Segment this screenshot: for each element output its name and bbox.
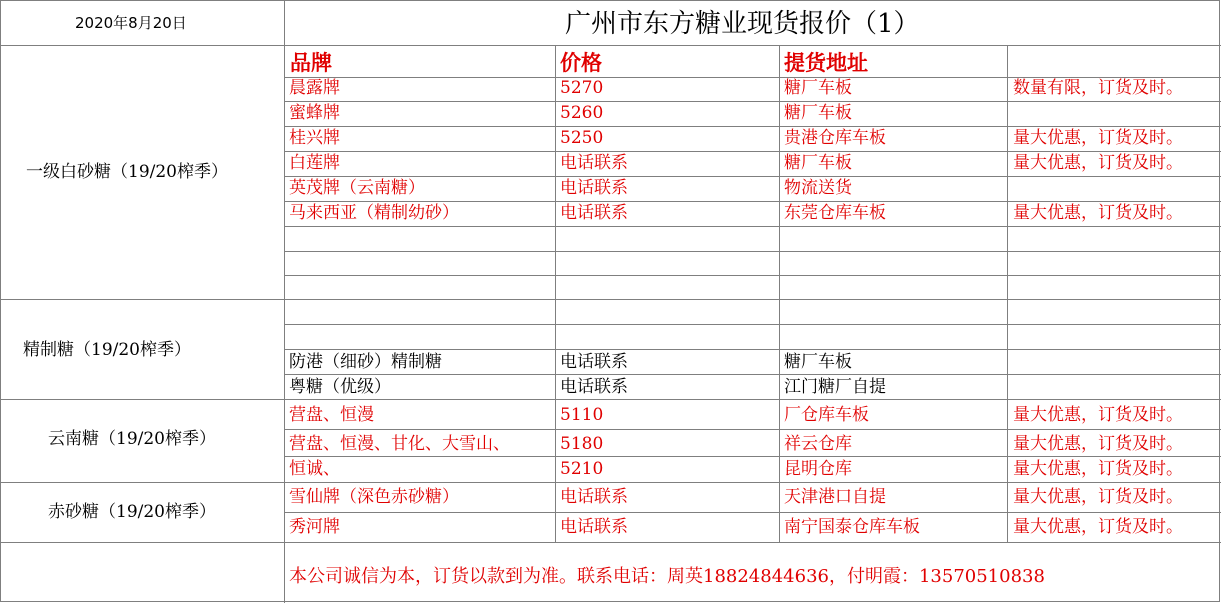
brand-cell: 粤糖（优级） <box>289 377 391 397</box>
grid-line <box>285 324 1221 325</box>
brand-cell: 英茂牌（云南糖） <box>289 178 425 198</box>
grid-line <box>285 226 1221 227</box>
note-cell: 量大优惠，订货及时。 <box>1013 128 1183 148</box>
price-cell: 电话联系 <box>560 352 628 372</box>
note-cell: 量大优惠，订货及时。 <box>1013 434 1183 454</box>
category-label: 云南糖（19/20榨季） <box>48 429 216 449</box>
price-cell: 电话联系 <box>560 153 628 173</box>
brand-cell: 晨露牌 <box>289 78 340 98</box>
note-cell: 量大优惠，订货及时。 <box>1013 405 1183 425</box>
note-cell: 量大优惠，订货及时。 <box>1013 459 1183 479</box>
grid-line <box>285 275 1221 276</box>
grid-line <box>1 482 1221 483</box>
grid-line <box>285 251 1221 252</box>
pickup-cell: 糖厂车板 <box>784 352 852 372</box>
brand-cell: 营盘、恒漫 <box>289 405 374 425</box>
report-date: 2020年8月20日 <box>75 14 187 32</box>
grid-line <box>1 299 1221 300</box>
note-cell: 量大优惠，订货及时。 <box>1013 487 1183 507</box>
pickup-cell: 天津港口自提 <box>784 487 886 507</box>
price-cell: 电话联系 <box>560 487 628 507</box>
price-cell: 5250 <box>560 128 604 148</box>
column-header-brand: 品牌 <box>290 50 332 75</box>
note-cell: 量大优惠，订货及时。 <box>1013 153 1183 173</box>
brand-cell: 防港（细砂）精制糖 <box>289 352 442 372</box>
pickup-cell: 东莞仓库车板 <box>784 203 886 223</box>
pickup-cell: 糖厂车板 <box>784 103 852 123</box>
grid-line <box>285 429 1221 430</box>
pickup-cell: 祥云仓库 <box>784 434 852 454</box>
pickup-cell: 糖厂车板 <box>784 78 852 98</box>
grid-line <box>285 201 1221 202</box>
grid-line <box>1 542 1221 543</box>
category-label: 赤砂糖（19/20榨季） <box>48 502 216 522</box>
grid-line <box>285 101 1221 102</box>
price-cell: 5210 <box>560 459 604 479</box>
grid-line <box>285 456 1221 457</box>
pickup-cell: 厂仓库车板 <box>784 405 869 425</box>
grid-line <box>1 45 1221 46</box>
note-cell: 数量有限，订货及时。 <box>1013 78 1183 98</box>
pickup-cell: 糖厂车板 <box>784 153 852 173</box>
column-header-price: 价格 <box>560 50 602 75</box>
brand-cell: 白莲牌 <box>289 153 340 173</box>
grid-line <box>1 399 1221 400</box>
pickup-cell: 昆明仓库 <box>784 459 852 479</box>
pickup-cell: 物流送货 <box>784 178 852 198</box>
pickup-cell: 南宁国泰仓库车板 <box>784 517 920 537</box>
category-label: 一级白砂糖（19/20榨季） <box>26 162 228 182</box>
brand-cell: 营盘、恒漫、甘化、大雪山、 <box>289 434 510 454</box>
column-header-pickup: 提货地址 <box>784 50 868 75</box>
brand-cell: 桂兴牌 <box>289 128 340 148</box>
contact-footer: 本公司诚信为本，订货以款到为准。联系电话：周英18824844636，付明霞：13570510838 <box>289 566 1045 587</box>
category-label: 精制糖（19/20榨季） <box>23 340 191 360</box>
price-cell: 电话联系 <box>560 377 628 397</box>
grid-line <box>285 512 1221 513</box>
brand-cell: 恒诚、 <box>289 459 340 479</box>
grid-line <box>285 151 1221 152</box>
note-cell: 量大优惠，订货及时。 <box>1013 517 1183 537</box>
grid-line <box>285 126 1221 127</box>
pickup-cell: 贵港仓库车板 <box>784 128 886 148</box>
grid-line <box>285 374 1221 375</box>
grid-line <box>1007 45 1008 542</box>
price-cell: 5270 <box>560 78 604 98</box>
price-cell: 5260 <box>560 103 604 123</box>
page-title: 广州市东方糖业现货报价（1） <box>565 9 920 39</box>
price-cell: 电话联系 <box>560 203 628 223</box>
grid-line <box>555 45 556 542</box>
grid-line <box>779 45 780 542</box>
price-cell: 电话联系 <box>560 517 628 537</box>
grid-line <box>285 176 1221 177</box>
price-cell: 电话联系 <box>560 178 628 198</box>
grid-line <box>284 1 285 603</box>
grid-line <box>285 349 1221 350</box>
brand-cell: 秀河牌 <box>289 517 340 537</box>
brand-cell: 马来西亚（精制幼砂） <box>289 203 459 223</box>
note-cell: 量大优惠，订货及时。 <box>1013 203 1183 223</box>
price-cell: 5180 <box>560 434 604 454</box>
brand-cell: 雪仙牌（深色赤砂糖） <box>289 487 459 507</box>
brand-cell: 蜜蜂牌 <box>289 103 340 123</box>
price-cell: 5110 <box>560 405 604 425</box>
pickup-cell: 江门糖厂自提 <box>784 377 886 397</box>
